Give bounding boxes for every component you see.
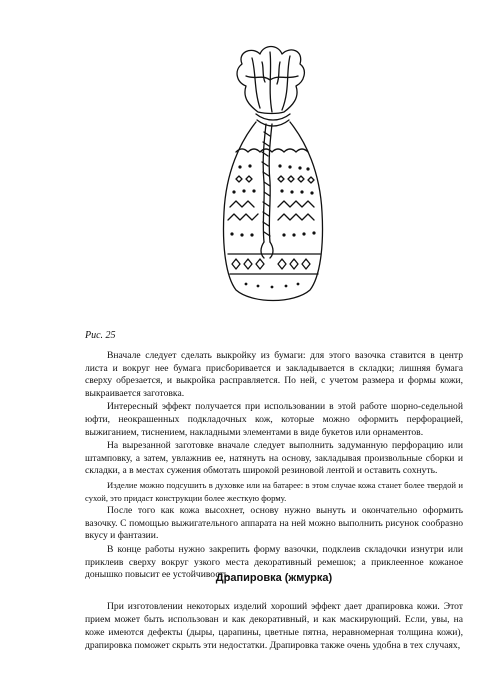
paragraph: Интересный эффект получается при использовании в этой работе шорно-седельной юфти, неокрашенных подкладочных кож, которые можно оформить перфорацией, выжиганием, тиснением, накладными элементами в виде букетов или орнаментов.	[85, 401, 463, 438]
section-heading: Драпировка (жмурка)	[215, 572, 333, 584]
paragraph: Вначале следует сделать выкройку из бумаги: для этого вазочка ставится в центр листа и вокруг нее бумага присборивается и закладывается в складки; лишняя бумага сверху обрезается, и выкройка расправляется. По ней, с учетом размера и формы кожи, выкраивается заготовка.	[85, 350, 463, 399]
paragraph: Изделие можно подсушить в духовке или на батарее: в этом случае кожа станет более твердой и сухой, это придаст конструкции более жесткую форму.	[85, 479, 463, 503]
figure-caption: Рис. 25	[85, 330, 116, 341]
paragraph: На вырезанной заготовке вначале следует выполнить задуманную перфорацию или штамповку, а затем, увлажнив ее, натянуть на основу, закладывая произвольные сборки и складки, а в местах сужения обмотать широкой резиновой лентой и оставить сохнуть.	[85, 440, 463, 477]
paragraph: При изготовлении некоторых изделий хороший эффект дает драпировка кожи. Этот прием может быть использован и как декоративный, и как маскирующий. Если, увы, на коже имеются дефекты (дыры, царапины, цветные пятна, неравномерная толщина кожи), драпировка поможет скрыть эти недостатки. Драпировка также очень удобна в тех случаях,	[85, 601, 463, 651]
paragraph: В конце работы нужно закрепить форму вазочки, подклеив складочки изнутри или приклеив сверху вокруг узкого места декоративный ремешок; а приклеенное кожаное донышко повысит ее устойчивость.	[85, 543, 463, 581]
section-text	[85, 600, 463, 652]
pouch-illustration-icon	[212, 42, 332, 307]
paragraph: После того как кожа высохнет, основу нужно вынуть и окончательно оформить вазочку. С помощью выжигательного аппарата на ней можно выполнить рисунок сообразно вкусу и фантазии.	[85, 505, 463, 542]
main-text	[85, 350, 463, 583]
